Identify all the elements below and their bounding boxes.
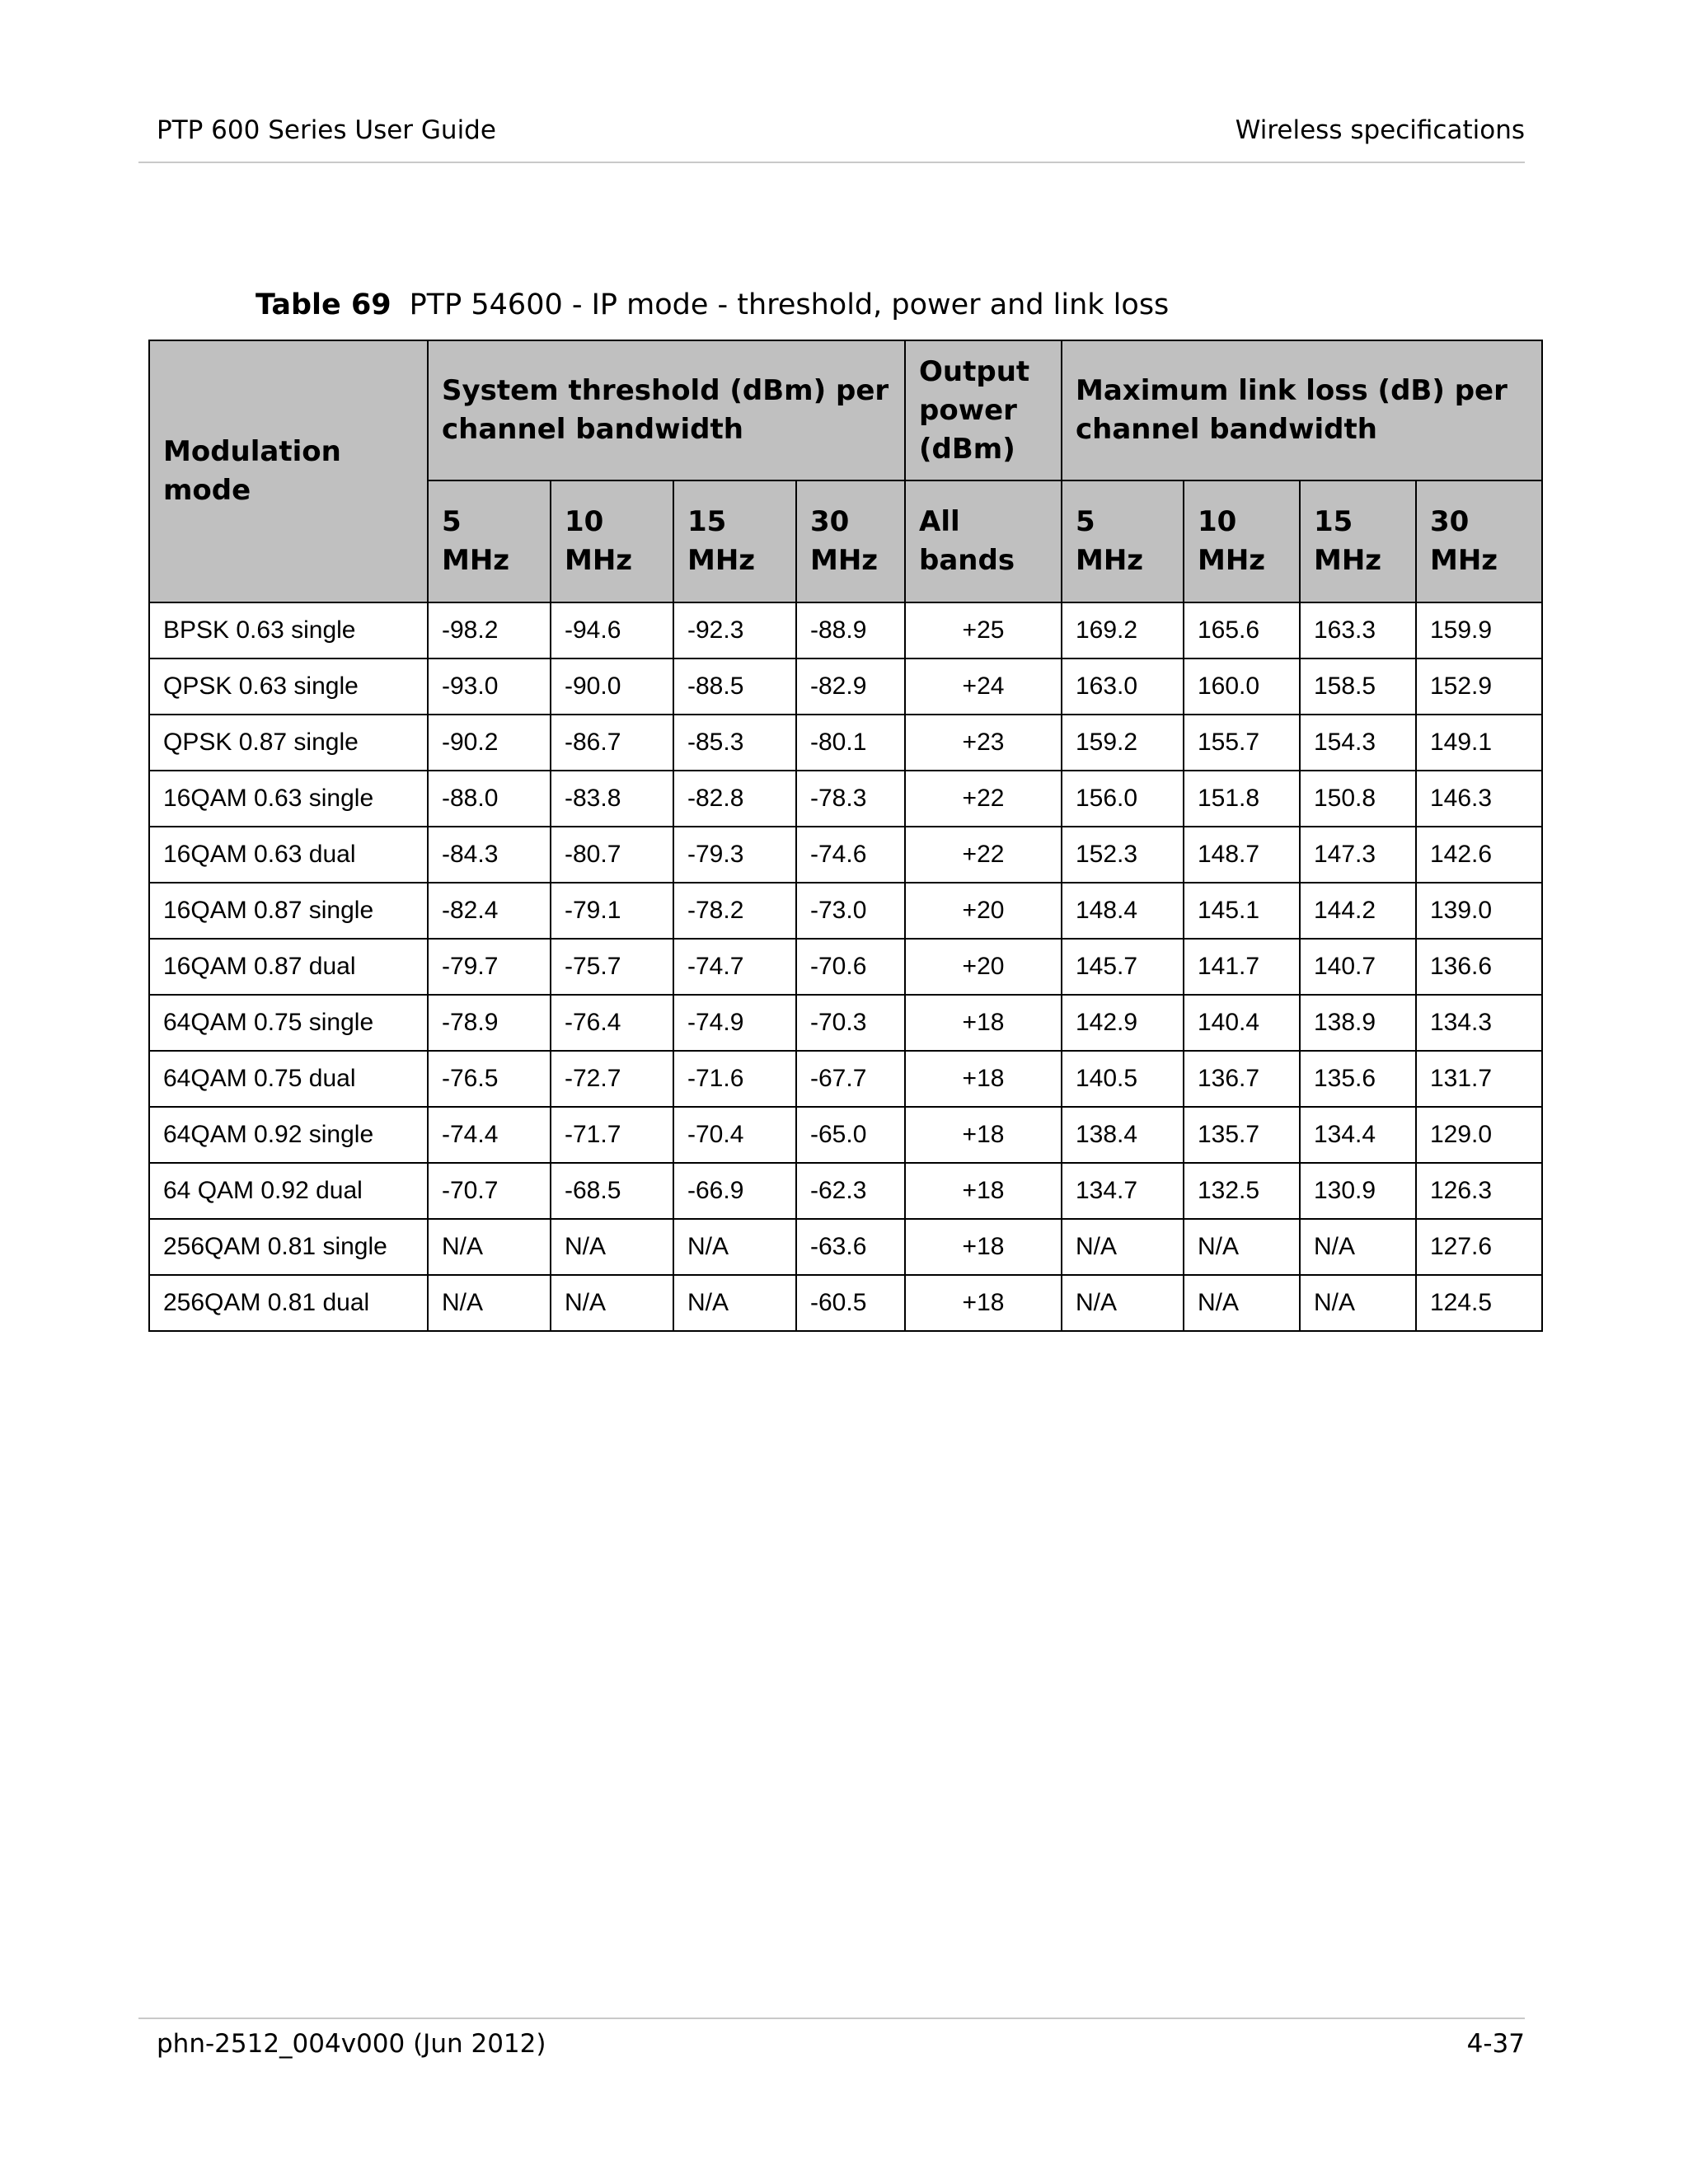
table-cell: 130.9 — [1300, 1163, 1416, 1219]
table-cell: N/A — [551, 1275, 673, 1331]
subheader-unit: MHz — [1198, 544, 1266, 577]
output-power-cell: +18 — [905, 1163, 1062, 1219]
table-cell: -79.7 — [428, 939, 551, 995]
page-footer — [157, 2027, 1525, 2060]
table-cell: N/A — [673, 1219, 796, 1275]
table-cell: 152.3 — [1062, 827, 1184, 883]
modulation-mode-cell: 64 QAM 0.92 dual — [149, 1163, 428, 1219]
table-cell: -80.1 — [796, 715, 905, 771]
subheader-value: 5 — [442, 505, 462, 538]
table-cell: -60.5 — [796, 1275, 905, 1331]
subheader-value: 5 — [1076, 505, 1095, 538]
modulation-mode-cell: 64QAM 0.92 single — [149, 1107, 428, 1163]
table-cell: N/A — [1300, 1275, 1416, 1331]
table-body — [149, 602, 1542, 1331]
table-cell: -66.9 — [673, 1163, 796, 1219]
table-cell: 135.6 — [1300, 1051, 1416, 1107]
section-title: Wireless specifications — [1235, 115, 1525, 145]
subheader-value: 30 — [1430, 505, 1470, 538]
table-cell: 136.6 — [1416, 939, 1542, 995]
subheader-cell — [1184, 480, 1300, 602]
table-cell: -82.9 — [796, 658, 905, 715]
table-row — [149, 715, 1542, 771]
table-cell: N/A — [1062, 1275, 1184, 1331]
modulation-mode-cell: 16QAM 0.87 single — [149, 883, 428, 939]
output-power-cell: +23 — [905, 715, 1062, 771]
footer-divider — [138, 2018, 1525, 2019]
table-cell: -74.9 — [673, 995, 796, 1051]
table-row — [149, 658, 1542, 715]
table-row — [149, 602, 1542, 658]
table-cell: -76.5 — [428, 1051, 551, 1107]
subheader-unit: MHz — [810, 544, 879, 577]
table-cell: 160.0 — [1184, 658, 1300, 715]
table-cell: 138.4 — [1062, 1107, 1184, 1163]
page-number: 4-37 — [1466, 2029, 1525, 2059]
table-cell: 156.0 — [1062, 771, 1184, 827]
modulation-mode-cell: 16QAM 0.63 dual — [149, 827, 428, 883]
table-cell: -90.2 — [428, 715, 551, 771]
subheader-unit: MHz — [1076, 544, 1144, 577]
table-cell: 149.1 — [1416, 715, 1542, 771]
table-cell: 142.6 — [1416, 827, 1542, 883]
table-cell: 135.7 — [1184, 1107, 1300, 1163]
table-caption — [256, 288, 1169, 321]
output-power-cell: +20 — [905, 939, 1062, 995]
specification-table — [148, 340, 1543, 1332]
table-cell: 146.3 — [1416, 771, 1542, 827]
table-cell: 129.0 — [1416, 1107, 1542, 1163]
table-cell: 134.7 — [1062, 1163, 1184, 1219]
table-cell: 142.9 — [1062, 995, 1184, 1051]
table-row — [149, 883, 1542, 939]
header-system-threshold: System threshold (dBm) per channel bandwidth — [428, 340, 905, 480]
table-cell: 140.4 — [1184, 995, 1300, 1051]
table-cell: -88.5 — [673, 658, 796, 715]
subheader-cell — [1300, 480, 1416, 602]
table-cell: 150.8 — [1300, 771, 1416, 827]
output-power-cell: +25 — [905, 602, 1062, 658]
output-power-cell: +18 — [905, 995, 1062, 1051]
subheader-unit: MHz — [1430, 544, 1498, 577]
subheader-value: 30 — [810, 505, 850, 538]
table-cell: -78.9 — [428, 995, 551, 1051]
modulation-mode-cell: BPSK 0.63 single — [149, 602, 428, 658]
subheader-cell — [1416, 480, 1542, 602]
table-cell: -83.8 — [551, 771, 673, 827]
subheader-unit: MHz — [687, 544, 756, 577]
table-row — [149, 1219, 1542, 1275]
subheader-value: 15 — [1314, 505, 1353, 538]
subheader-cell — [1062, 480, 1184, 602]
table-cell: 147.3 — [1300, 827, 1416, 883]
subheader-unit: MHz — [1314, 544, 1382, 577]
table-row — [149, 1275, 1542, 1331]
table-cell: -78.2 — [673, 883, 796, 939]
output-power-cell: +18 — [905, 1275, 1062, 1331]
table-cell: -94.6 — [551, 602, 673, 658]
table-row — [149, 771, 1542, 827]
table-cell: -86.7 — [551, 715, 673, 771]
table-row — [149, 827, 1542, 883]
subheader-unit: bands — [919, 544, 1015, 577]
table-cell: N/A — [673, 1275, 796, 1331]
table-cell: -70.7 — [428, 1163, 551, 1219]
table-cell: -70.6 — [796, 939, 905, 995]
table-cell: N/A — [1300, 1219, 1416, 1275]
table-cell: -88.9 — [796, 602, 905, 658]
table-cell: 131.7 — [1416, 1051, 1542, 1107]
table-cell: -79.3 — [673, 827, 796, 883]
table-cell: -84.3 — [428, 827, 551, 883]
table-cell: -88.0 — [428, 771, 551, 827]
output-power-cell: +18 — [905, 1219, 1062, 1275]
modulation-mode-cell: 64QAM 0.75 dual — [149, 1051, 428, 1107]
table-cell: -68.5 — [551, 1163, 673, 1219]
subheader-unit: MHz — [442, 544, 510, 577]
table-cell: 145.7 — [1062, 939, 1184, 995]
header-modulation-mode: Modulation mode — [149, 340, 428, 602]
header-output-power: Output power (dBm) — [905, 340, 1062, 480]
modulation-mode-cell: 256QAM 0.81 single — [149, 1219, 428, 1275]
table-cell: 144.2 — [1300, 883, 1416, 939]
table-cell: -72.7 — [551, 1051, 673, 1107]
subheader-cell — [796, 480, 905, 602]
table-cell: -82.8 — [673, 771, 796, 827]
table-cell: 136.7 — [1184, 1051, 1300, 1107]
subheader-cell — [673, 480, 796, 602]
table-cell: -79.1 — [551, 883, 673, 939]
table-cell: -80.7 — [551, 827, 673, 883]
page-header — [157, 114, 1525, 147]
table-cell: -62.3 — [796, 1163, 905, 1219]
table-cell: 148.4 — [1062, 883, 1184, 939]
table-cell: 148.7 — [1184, 827, 1300, 883]
table-cell: 127.6 — [1416, 1219, 1542, 1275]
table-row — [149, 939, 1542, 995]
table-cell: 141.7 — [1184, 939, 1300, 995]
output-power-cell: +22 — [905, 827, 1062, 883]
table-cell: 145.1 — [1184, 883, 1300, 939]
table-cell: -71.7 — [551, 1107, 673, 1163]
table-cell: -82.4 — [428, 883, 551, 939]
table-cell: 134.4 — [1300, 1107, 1416, 1163]
table-cell: -67.7 — [796, 1051, 905, 1107]
table-row — [149, 995, 1542, 1051]
table-cell: 132.5 — [1184, 1163, 1300, 1219]
table-cell: -63.6 — [796, 1219, 905, 1275]
table-cell: 138.9 — [1300, 995, 1416, 1051]
table-header-row — [149, 340, 1542, 480]
table-cell: 155.7 — [1184, 715, 1300, 771]
table-cell: -90.0 — [551, 658, 673, 715]
subheader-value: 10 — [565, 505, 604, 538]
table-cell: 126.3 — [1416, 1163, 1542, 1219]
table-cell: 158.5 — [1300, 658, 1416, 715]
table-cell: -70.4 — [673, 1107, 796, 1163]
table-cell: 169.2 — [1062, 602, 1184, 658]
table-cell: -98.2 — [428, 602, 551, 658]
table-row — [149, 1163, 1542, 1219]
table-cell: N/A — [551, 1219, 673, 1275]
table-cell: 140.7 — [1300, 939, 1416, 995]
modulation-mode-cell: 16QAM 0.63 single — [149, 771, 428, 827]
subheader-value: All — [919, 505, 960, 538]
table-cell: N/A — [1062, 1219, 1184, 1275]
modulation-mode-cell: 16QAM 0.87 dual — [149, 939, 428, 995]
table-cell: 139.0 — [1416, 883, 1542, 939]
table-cell: -76.4 — [551, 995, 673, 1051]
table-cell: N/A — [428, 1275, 551, 1331]
subheader-value: 15 — [687, 505, 727, 538]
table-cell: -93.0 — [428, 658, 551, 715]
output-power-cell: +24 — [905, 658, 1062, 715]
output-power-cell: +18 — [905, 1107, 1062, 1163]
table-cell: 165.6 — [1184, 602, 1300, 658]
table-cell: 124.5 — [1416, 1275, 1542, 1331]
table-cell: -74.7 — [673, 939, 796, 995]
output-power-cell: +18 — [905, 1051, 1062, 1107]
table-cell: N/A — [428, 1219, 551, 1275]
table-cell: 159.2 — [1062, 715, 1184, 771]
subheader-value: 10 — [1198, 505, 1237, 538]
table-cell: 159.9 — [1416, 602, 1542, 658]
table-cell: 134.3 — [1416, 995, 1542, 1051]
table-cell: N/A — [1184, 1275, 1300, 1331]
subheader-cell — [551, 480, 673, 602]
table-cell: 152.9 — [1416, 658, 1542, 715]
table-cell: -78.3 — [796, 771, 905, 827]
table-cell: -71.6 — [673, 1051, 796, 1107]
header-divider — [138, 162, 1525, 163]
table-row — [149, 1107, 1542, 1163]
modulation-mode-cell: QPSK 0.63 single — [149, 658, 428, 715]
table-cell: -92.3 — [673, 602, 796, 658]
output-power-cell: +22 — [905, 771, 1062, 827]
document-id: phn-2512_004v000 (Jun 2012) — [157, 2029, 546, 2059]
table-cell: 163.3 — [1300, 602, 1416, 658]
document-title: PTP 600 Series User Guide — [157, 115, 496, 145]
table-cell: -65.0 — [796, 1107, 905, 1163]
table-cell: 163.0 — [1062, 658, 1184, 715]
table-cell: 140.5 — [1062, 1051, 1184, 1107]
modulation-mode-cell: QPSK 0.87 single — [149, 715, 428, 771]
table-cell: -74.6 — [796, 827, 905, 883]
table-caption-text: PTP 54600 - IP mode - threshold, power and link loss — [409, 288, 1170, 321]
table-cell: -85.3 — [673, 715, 796, 771]
subheader-cell — [905, 480, 1062, 602]
modulation-mode-cell: 64QAM 0.75 single — [149, 995, 428, 1051]
header-max-link-loss: Maximum link loss (dB) per channel bandwidth — [1062, 340, 1542, 480]
output-power-cell: +20 — [905, 883, 1062, 939]
table-cell: -70.3 — [796, 995, 905, 1051]
table-cell: -73.0 — [796, 883, 905, 939]
modulation-mode-cell: 256QAM 0.81 dual — [149, 1275, 428, 1331]
table-caption-label: Table 69 — [256, 288, 392, 321]
table-cell: -75.7 — [551, 939, 673, 995]
table-cell: 154.3 — [1300, 715, 1416, 771]
subheader-unit: MHz — [565, 544, 633, 577]
table-cell: N/A — [1184, 1219, 1300, 1275]
subheader-cell — [428, 480, 551, 602]
table-cell: -74.4 — [428, 1107, 551, 1163]
table-row — [149, 1051, 1542, 1107]
table-cell: 151.8 — [1184, 771, 1300, 827]
